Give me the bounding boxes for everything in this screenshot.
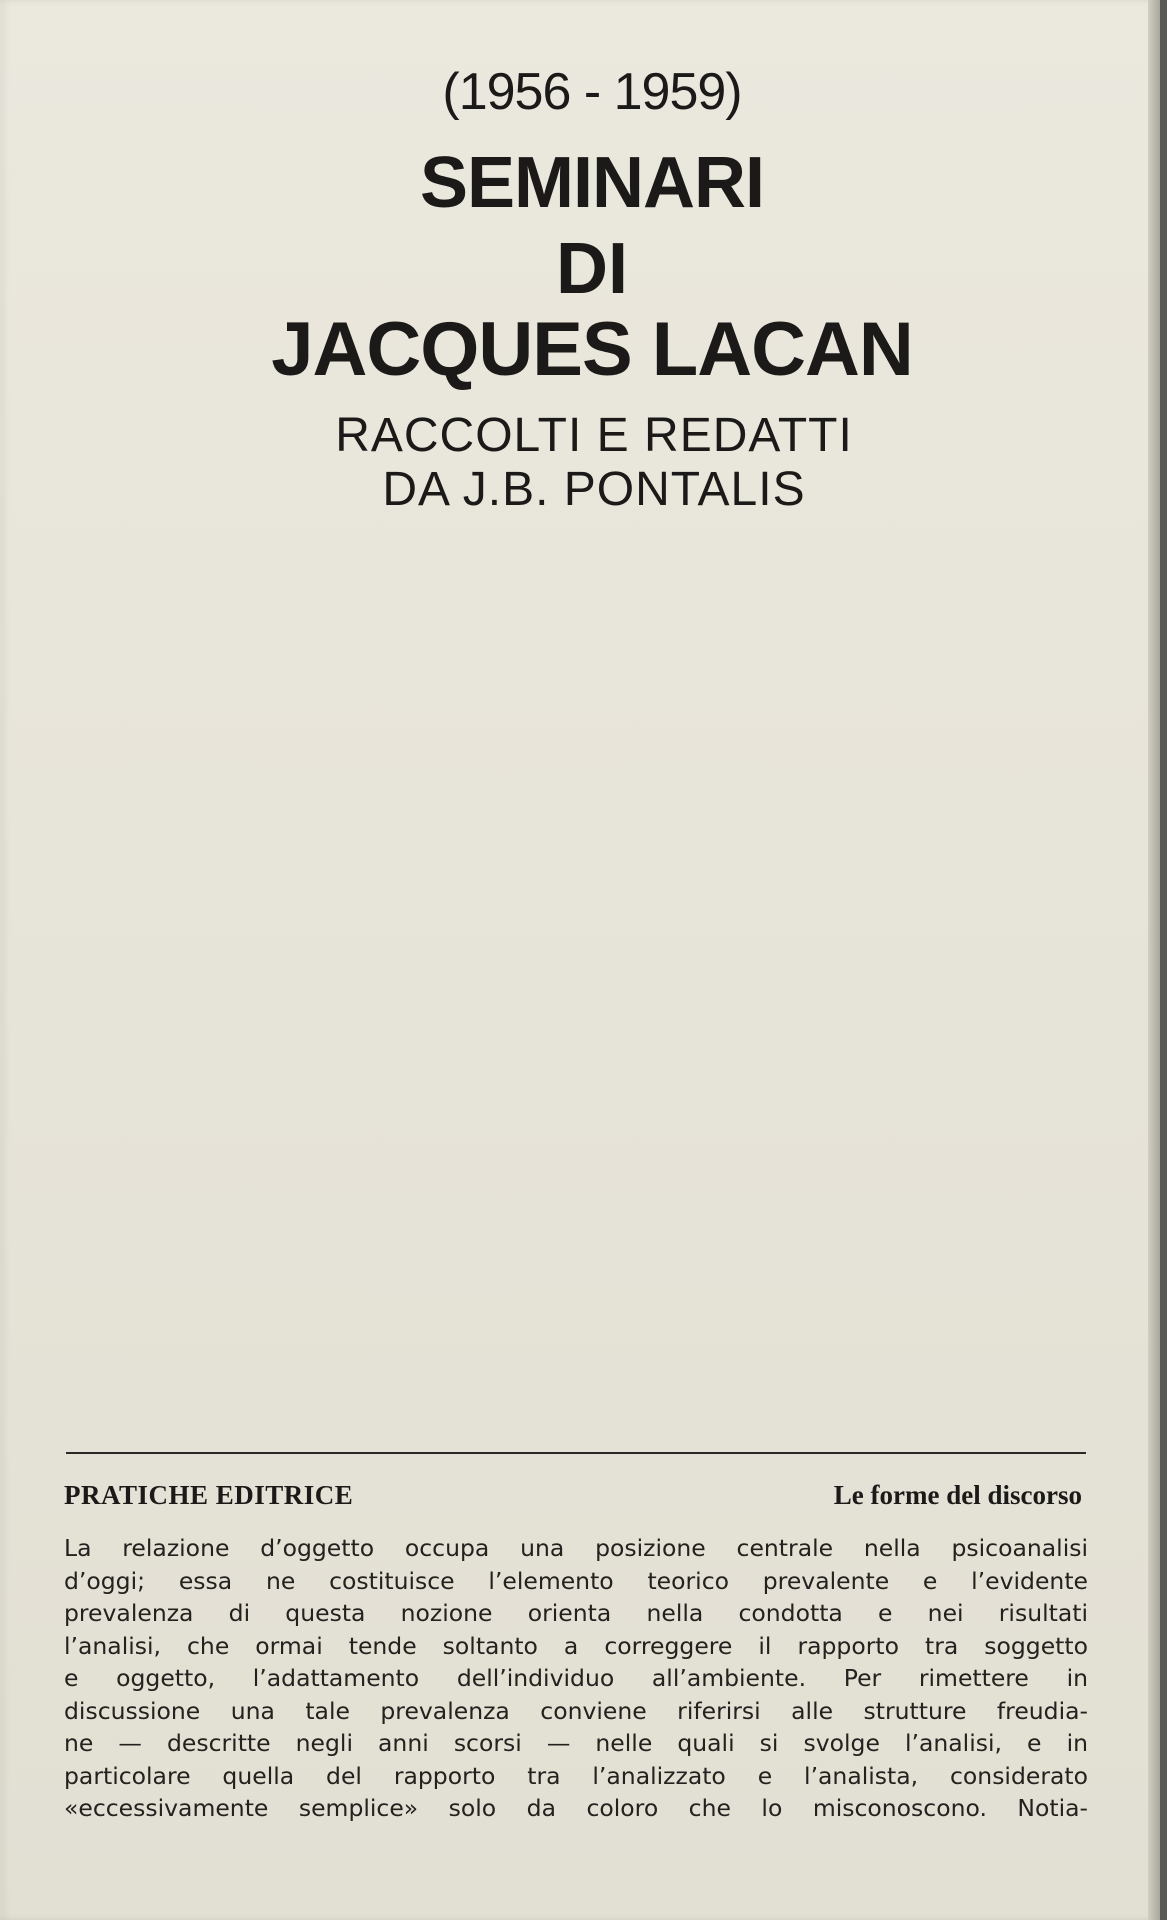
- subtitle-line-1: RACCOLTI E REDATTI: [335, 409, 853, 462]
- title-line-3: JACQUES LACAN: [271, 307, 913, 392]
- blurb-line: La relazione d’oggetto occupa una posizione centrale nella psicoanalisi: [64, 1534, 1088, 1562]
- title-line-2: DI: [556, 229, 628, 309]
- divider-rule: [66, 1452, 1086, 1454]
- blurb-line: ne — descritte negli anni scorsi — nelle quali si svolge l’analisi, e in: [64, 1729, 1088, 1757]
- subtitle-line-2: DA J.B. PONTALIS: [382, 463, 806, 516]
- blurb-line: e oggetto, l’adattamento dell’individuo all’ambiente. Per rimettere in: [64, 1664, 1088, 1692]
- blurb-line: d’oggi; essa ne costituisce l’elemento teorico prevalente e l’evidente: [64, 1566, 1088, 1595]
- blurb-line: «eccessivamente semplice» solo da coloro che lo misconoscono. Notia-: [64, 1794, 1088, 1822]
- publisher-name: PRATICHE EDITRICE: [64, 1480, 354, 1510]
- title-line-1: SEMINARI: [419, 143, 765, 223]
- blurb-text: [64, 1532, 1088, 1825]
- cover-edge: [1148, 0, 1160, 1920]
- blurb-line: particolare quella del rapporto tra l’analizzato e l’analista, considerato: [64, 1761, 1088, 1790]
- publication-years: (1956 - 1959): [442, 63, 742, 121]
- blurb-line: prevalenza di questa nozione orienta nella condotta e nei risultati: [64, 1599, 1088, 1627]
- blurb-line: l’analisi, che ormai tende soltanto a correggere il rapporto tra soggetto: [64, 1631, 1088, 1660]
- series-name: Le forme del discorso: [833, 1480, 1082, 1510]
- blurb-line: discussione una tale prevalenza conviene riferirsi alle strutture freudia-: [64, 1696, 1088, 1725]
